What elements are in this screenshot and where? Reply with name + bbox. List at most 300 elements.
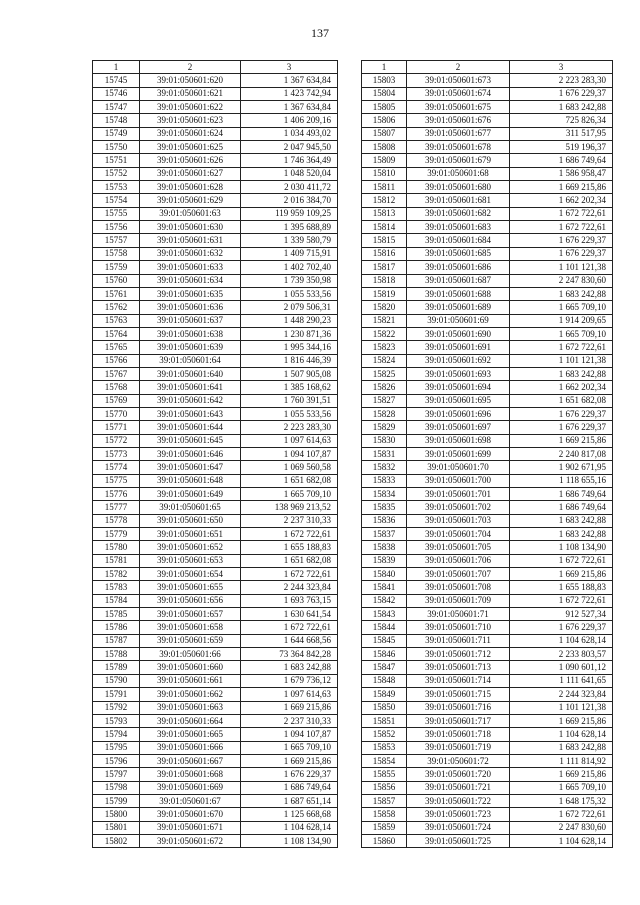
table-row [93, 541, 338, 554]
row-number-cell: 15812 [362, 194, 407, 207]
row-number-cell: 15844 [362, 621, 407, 634]
table-row [362, 141, 613, 154]
table-row [362, 634, 613, 647]
cadastral-number-cell: 39:01:050601:705 [407, 541, 510, 554]
row-number-cell: 15831 [362, 447, 407, 460]
row-number-cell: 15782 [93, 568, 140, 581]
register-table-right [361, 60, 613, 848]
row-number-cell: 15842 [362, 594, 407, 607]
row-number-cell: 15784 [93, 594, 140, 607]
table-row [362, 127, 613, 140]
value-cell: 1 816 446,39 [241, 354, 338, 367]
row-number-cell: 15794 [93, 728, 140, 741]
row-number-cell: 15793 [93, 714, 140, 727]
cadastral-number-cell: 39:01:050601:666 [140, 741, 241, 754]
cadastral-number-cell: 39:01:050601:663 [140, 701, 241, 714]
value-cell: 1 651 682,08 [241, 554, 338, 567]
row-number-cell: 15751 [93, 154, 140, 167]
table-row [362, 261, 613, 274]
cadastral-number-cell: 39:01:050601:690 [407, 327, 510, 340]
cadastral-number-cell: 39:01:050601:685 [407, 247, 510, 260]
table-row [93, 488, 338, 501]
value-cell: 1 914 209,65 [510, 314, 613, 327]
table-row [362, 181, 613, 194]
cadastral-number-cell: 39:01:050601:723 [407, 808, 510, 821]
value-cell: 1 760 391,51 [241, 394, 338, 407]
cadastral-number-cell: 39:01:050601:628 [140, 181, 241, 194]
value-cell: 2 079 506,31 [241, 301, 338, 314]
value-cell: 1 683 242,88 [510, 101, 613, 114]
table-row [93, 741, 338, 754]
table-row [362, 541, 613, 554]
cadastral-number-cell: 39:01:050601:724 [407, 821, 510, 834]
value-cell: 1 101 121,38 [510, 354, 613, 367]
table-row [93, 501, 338, 514]
cadastral-number-cell: 39:01:050601:625 [140, 141, 241, 154]
cadastral-number-cell: 39:01:050601:70 [407, 461, 510, 474]
cadastral-number-cell: 39:01:050601:714 [407, 674, 510, 687]
value-cell: 1 672 722,61 [510, 594, 613, 607]
row-number-cell: 15772 [93, 434, 140, 447]
cadastral-number-cell: 39:01:050601:624 [140, 127, 241, 140]
cadastral-number-cell: 39:01:050601:639 [140, 341, 241, 354]
value-cell: 1 676 229,37 [510, 421, 613, 434]
row-number-cell: 15763 [93, 314, 140, 327]
table-row [93, 474, 338, 487]
row-number-cell: 15838 [362, 541, 407, 554]
table-row [362, 754, 613, 767]
table-row [93, 314, 338, 327]
row-number-cell: 15745 [93, 74, 140, 87]
table-row [362, 674, 613, 687]
cadastral-number-cell: 39:01:050601:707 [407, 568, 510, 581]
value-cell: 311 517,95 [510, 127, 613, 140]
table-row [93, 301, 338, 314]
value-cell: 1 339 580,79 [241, 234, 338, 247]
cadastral-number-cell: 39:01:050601:657 [140, 608, 241, 621]
row-number-cell: 15747 [93, 101, 140, 114]
cadastral-number-cell: 39:01:050601:720 [407, 768, 510, 781]
table-row [93, 287, 338, 300]
cadastral-number-cell: 39:01:050601:635 [140, 287, 241, 300]
cadastral-number-cell: 39:01:050601:66 [140, 648, 241, 661]
cadastral-number-cell: 39:01:050601:716 [407, 701, 510, 714]
table-row [93, 581, 338, 594]
row-number-cell: 15850 [362, 701, 407, 714]
table-row [93, 274, 338, 287]
cadastral-number-cell: 39:01:050601:653 [140, 554, 241, 567]
cadastral-number-cell: 39:01:050601:658 [140, 621, 241, 634]
cadastral-number-cell: 39:01:050601:710 [407, 621, 510, 634]
cadastral-number-cell: 39:01:050601:686 [407, 261, 510, 274]
cadastral-number-cell: 39:01:050601:675 [407, 101, 510, 114]
cadastral-number-cell: 39:01:050601:677 [407, 127, 510, 140]
value-cell: 1 101 121,38 [510, 701, 613, 714]
cadastral-number-cell: 39:01:050601:665 [140, 728, 241, 741]
cadastral-number-cell: 39:01:050601:668 [140, 768, 241, 781]
row-number-cell: 15829 [362, 421, 407, 434]
row-number-cell: 15833 [362, 474, 407, 487]
row-number-cell: 15765 [93, 341, 140, 354]
row-number-cell: 15854 [362, 754, 407, 767]
table-row [362, 207, 613, 220]
value-cell: 1 094 107,87 [241, 447, 338, 460]
value-cell: 1 676 229,37 [241, 768, 338, 781]
value-cell: 1 111 814,92 [510, 754, 613, 767]
table-row [362, 287, 613, 300]
cadastral-number-cell: 39:01:050601:637 [140, 314, 241, 327]
row-number-cell: 15859 [362, 821, 407, 834]
value-cell: 1 108 134,90 [510, 541, 613, 554]
page-number: 137 [311, 26, 329, 40]
value-cell: 1 094 107,87 [241, 728, 338, 741]
row-number-cell: 15777 [93, 501, 140, 514]
row-number-cell: 15806 [362, 114, 407, 127]
table-row [93, 87, 338, 100]
value-cell: 1 090 601,12 [510, 661, 613, 674]
table-row [93, 341, 338, 354]
cadastral-number-cell: 39:01:050601:67 [140, 794, 241, 807]
row-number-cell: 15790 [93, 674, 140, 687]
value-cell: 1 125 668,68 [241, 808, 338, 821]
cadastral-number-cell: 39:01:050601:638 [140, 327, 241, 340]
table-row [93, 381, 338, 394]
table-row [362, 167, 613, 180]
value-cell: 1 651 682,08 [510, 394, 613, 407]
header-row [93, 61, 338, 74]
value-cell: 1 672 722,61 [241, 568, 338, 581]
value-cell: 1 672 722,61 [510, 221, 613, 234]
register-table-left [92, 60, 338, 848]
cadastral-number-cell: 39:01:050601:640 [140, 367, 241, 380]
table-row [93, 407, 338, 420]
table-row [93, 528, 338, 541]
table-row [362, 554, 613, 567]
cadastral-number-cell: 39:01:050601:693 [407, 367, 510, 380]
value-cell: 1 669 215,86 [241, 701, 338, 714]
cadastral-number-cell: 39:01:050601:674 [407, 87, 510, 100]
table-row [362, 421, 613, 434]
cadastral-number-cell: 39:01:050601:72 [407, 754, 510, 767]
cadastral-number-cell: 39:01:050601:709 [407, 594, 510, 607]
table-row [93, 634, 338, 647]
cadastral-number-cell: 39:01:050601:712 [407, 648, 510, 661]
table-row [93, 154, 338, 167]
table-row [362, 87, 613, 100]
value-cell: 1 676 229,37 [510, 234, 613, 247]
value-cell: 1 902 671,95 [510, 461, 613, 474]
row-number-cell: 15774 [93, 461, 140, 474]
value-cell: 1 672 722,61 [510, 808, 613, 821]
cadastral-number-cell: 39:01:050601:711 [407, 634, 510, 647]
table-row [362, 594, 613, 607]
row-number-cell: 15787 [93, 634, 140, 647]
table-row [93, 261, 338, 274]
row-number-cell: 15799 [93, 794, 140, 807]
cadastral-number-cell: 39:01:050601:648 [140, 474, 241, 487]
value-cell: 1 034 493,02 [241, 127, 338, 140]
table-row [93, 247, 338, 260]
table-row [93, 514, 338, 527]
cadastral-number-cell: 39:01:050601:649 [140, 488, 241, 501]
cadastral-number-cell: 39:01:050601:688 [407, 287, 510, 300]
value-cell: 1 676 229,37 [510, 247, 613, 260]
value-cell: 1 406 209,16 [241, 114, 338, 127]
table-row [362, 794, 613, 807]
value-cell: 119 959 109,25 [241, 207, 338, 220]
row-number-cell: 15781 [93, 554, 140, 567]
cadastral-number-cell: 39:01:050601:622 [140, 101, 241, 114]
value-cell: 1 402 702,40 [241, 261, 338, 274]
cadastral-number-cell: 39:01:050601:661 [140, 674, 241, 687]
table-row [362, 114, 613, 127]
cadastral-number-cell: 39:01:050601:662 [140, 688, 241, 701]
row-number-cell: 15748 [93, 114, 140, 127]
row-number-cell: 15775 [93, 474, 140, 487]
value-cell: 1 676 229,37 [510, 407, 613, 420]
row-number-cell: 15813 [362, 207, 407, 220]
value-cell: 1 739 350,98 [241, 274, 338, 287]
row-number-cell: 15830 [362, 434, 407, 447]
cadastral-number-cell: 39:01:050601:713 [407, 661, 510, 674]
value-cell: 1 630 641,54 [241, 608, 338, 621]
table-row [362, 688, 613, 701]
cadastral-number-cell: 39:01:050601:626 [140, 154, 241, 167]
cadastral-number-cell: 39:01:050601:659 [140, 634, 241, 647]
row-number-cell: 15834 [362, 488, 407, 501]
row-number-cell: 15819 [362, 287, 407, 300]
row-number-cell: 15789 [93, 661, 140, 674]
cadastral-number-cell: 39:01:050601:717 [407, 714, 510, 727]
cadastral-number-cell: 39:01:050601:71 [407, 608, 510, 621]
table-row [93, 688, 338, 701]
row-number-cell: 15849 [362, 688, 407, 701]
table-row [362, 101, 613, 114]
table-row [362, 821, 613, 834]
cadastral-number-cell: 39:01:050601:634 [140, 274, 241, 287]
table-row [362, 514, 613, 527]
cadastral-number-cell: 39:01:050601:631 [140, 234, 241, 247]
value-cell: 1 686 749,64 [510, 154, 613, 167]
table-row [362, 354, 613, 367]
value-cell: 1 669 215,86 [510, 714, 613, 727]
row-number-cell: 15762 [93, 301, 140, 314]
table-row [93, 821, 338, 834]
cadastral-number-cell: 39:01:050601:650 [140, 514, 241, 527]
cadastral-number-cell: 39:01:050601:683 [407, 221, 510, 234]
table-row [93, 394, 338, 407]
value-cell: 1 683 242,88 [510, 367, 613, 380]
cadastral-number-cell: 39:01:050601:633 [140, 261, 241, 274]
row-number-cell: 15845 [362, 634, 407, 647]
table-row [93, 834, 338, 847]
table-row [362, 648, 613, 661]
row-number-cell: 15785 [93, 608, 140, 621]
row-number-cell: 15847 [362, 661, 407, 674]
value-cell: 1 683 242,88 [241, 661, 338, 674]
table-row [362, 714, 613, 727]
cadastral-number-cell: 39:01:050601:689 [407, 301, 510, 314]
cadastral-number-cell: 39:01:050601:630 [140, 221, 241, 234]
value-cell: 2 237 310,33 [241, 714, 338, 727]
cadastral-number-cell: 39:01:050601:636 [140, 301, 241, 314]
row-number-cell: 15852 [362, 728, 407, 741]
row-number-cell: 15803 [362, 74, 407, 87]
value-cell: 1 409 715,91 [241, 247, 338, 260]
cadastral-number-cell: 39:01:050601:679 [407, 154, 510, 167]
table-row [93, 621, 338, 634]
table-row [362, 621, 613, 634]
table-row [362, 608, 613, 621]
cadastral-number-cell: 39:01:050601:722 [407, 794, 510, 807]
row-number-cell: 15805 [362, 101, 407, 114]
table-row [93, 714, 338, 727]
value-cell: 1 395 688,89 [241, 221, 338, 234]
table-row [362, 461, 613, 474]
value-cell: 1 662 202,34 [510, 194, 613, 207]
value-cell: 1 686 749,64 [241, 781, 338, 794]
cadastral-number-cell: 39:01:050601:702 [407, 501, 510, 514]
table-row [93, 141, 338, 154]
cadastral-number-cell: 39:01:050601:682 [407, 207, 510, 220]
value-cell: 2 047 945,50 [241, 141, 338, 154]
row-number-cell: 15771 [93, 421, 140, 434]
table-row [93, 794, 338, 807]
cadastral-number-cell: 39:01:050601:704 [407, 528, 510, 541]
table-row [362, 781, 613, 794]
row-number-cell: 15754 [93, 194, 140, 207]
row-number-cell: 15846 [362, 648, 407, 661]
cadastral-number-cell: 39:01:050601:701 [407, 488, 510, 501]
row-number-cell: 15822 [362, 327, 407, 340]
value-cell: 1 048 520,04 [241, 167, 338, 180]
row-number-cell: 15798 [93, 781, 140, 794]
cadastral-number-cell: 39:01:050601:629 [140, 194, 241, 207]
table-row [362, 247, 613, 260]
cadastral-number-cell: 39:01:050601:672 [140, 834, 241, 847]
table-row [362, 581, 613, 594]
value-cell: 1 385 168,62 [241, 381, 338, 394]
row-number-cell: 15759 [93, 261, 140, 274]
value-cell: 1 669 215,86 [510, 568, 613, 581]
row-number-cell: 15800 [93, 808, 140, 821]
row-number-cell: 15824 [362, 354, 407, 367]
row-number-cell: 15749 [93, 127, 140, 140]
table-row [93, 461, 338, 474]
value-cell: 1 111 641,65 [510, 674, 613, 687]
row-number-cell: 15814 [362, 221, 407, 234]
cadastral-number-cell: 39:01:050601:632 [140, 247, 241, 260]
table-row [93, 221, 338, 234]
value-cell: 1 104 628,14 [510, 728, 613, 741]
table-row [93, 568, 338, 581]
table-row [362, 314, 613, 327]
table-row [93, 101, 338, 114]
row-number-cell: 15840 [362, 568, 407, 581]
row-number-cell: 15764 [93, 327, 140, 340]
table-row [93, 127, 338, 140]
table-row [362, 474, 613, 487]
table-row [362, 367, 613, 380]
table-row [93, 701, 338, 714]
value-cell: 1 655 188,83 [241, 541, 338, 554]
cadastral-number-cell: 39:01:050601:654 [140, 568, 241, 581]
row-number-cell: 15809 [362, 154, 407, 167]
cadastral-number-cell: 39:01:050601:623 [140, 114, 241, 127]
row-number-cell: 15821 [362, 314, 407, 327]
column-number-header: 3 [510, 61, 613, 74]
row-number-cell: 15778 [93, 514, 140, 527]
value-cell: 1 686 749,64 [510, 501, 613, 514]
value-cell: 1 676 229,37 [510, 87, 613, 100]
table-row [93, 661, 338, 674]
cadastral-number-cell: 39:01:050601:706 [407, 554, 510, 567]
row-number-cell: 15750 [93, 141, 140, 154]
cadastral-number-cell: 39:01:050601:703 [407, 514, 510, 527]
value-cell: 1 693 763,15 [241, 594, 338, 607]
table-row [362, 301, 613, 314]
table-row [362, 568, 613, 581]
value-cell: 1 101 121,38 [510, 261, 613, 274]
cadastral-number-cell: 39:01:050601:696 [407, 407, 510, 420]
row-number-cell: 15816 [362, 247, 407, 260]
table-row [93, 74, 338, 87]
value-cell: 1 097 614,63 [241, 434, 338, 447]
value-cell: 1 367 634,84 [241, 74, 338, 87]
cadastral-number-cell: 39:01:050601:697 [407, 421, 510, 434]
value-cell: 725 826,34 [510, 114, 613, 127]
table-row [93, 728, 338, 741]
row-number-cell: 15855 [362, 768, 407, 781]
row-number-cell: 15827 [362, 394, 407, 407]
cadastral-number-cell: 39:01:050601:721 [407, 781, 510, 794]
cadastral-number-cell: 39:01:050601:673 [407, 74, 510, 87]
row-number-cell: 15828 [362, 407, 407, 420]
value-cell: 1 665 709,10 [241, 741, 338, 754]
value-cell: 2 244 323,84 [510, 688, 613, 701]
value-cell: 2 223 283,30 [510, 74, 613, 87]
value-cell: 1 686 749,64 [510, 488, 613, 501]
value-cell: 1 586 958,47 [510, 167, 613, 180]
cadastral-number-cell: 39:01:050601:669 [140, 781, 241, 794]
cadastral-number-cell: 39:01:050601:684 [407, 234, 510, 247]
row-number-cell: 15811 [362, 181, 407, 194]
row-number-cell: 15853 [362, 741, 407, 754]
cadastral-number-cell: 39:01:050601:652 [140, 541, 241, 554]
cadastral-number-cell: 39:01:050601:676 [407, 114, 510, 127]
cadastral-number-cell: 39:01:050601:63 [140, 207, 241, 220]
row-number-cell: 15757 [93, 234, 140, 247]
table-row [93, 114, 338, 127]
row-number-cell: 15776 [93, 488, 140, 501]
value-cell: 1 648 175,32 [510, 794, 613, 807]
table-row [93, 648, 338, 661]
table-row [93, 167, 338, 180]
row-number-cell: 15773 [93, 447, 140, 460]
cadastral-number-cell: 39:01:050601:656 [140, 594, 241, 607]
cadastral-number-cell: 39:01:050601:644 [140, 421, 241, 434]
row-number-cell: 15758 [93, 247, 140, 260]
value-cell: 2 244 323,84 [241, 581, 338, 594]
value-cell: 1 367 634,84 [241, 101, 338, 114]
row-number-cell: 15810 [362, 167, 407, 180]
cadastral-number-cell: 39:01:050601:620 [140, 74, 241, 87]
row-number-cell: 15780 [93, 541, 140, 554]
value-cell: 1 672 722,61 [510, 341, 613, 354]
row-number-cell: 15767 [93, 367, 140, 380]
row-number-cell: 15797 [93, 768, 140, 781]
row-number-cell: 15770 [93, 407, 140, 420]
